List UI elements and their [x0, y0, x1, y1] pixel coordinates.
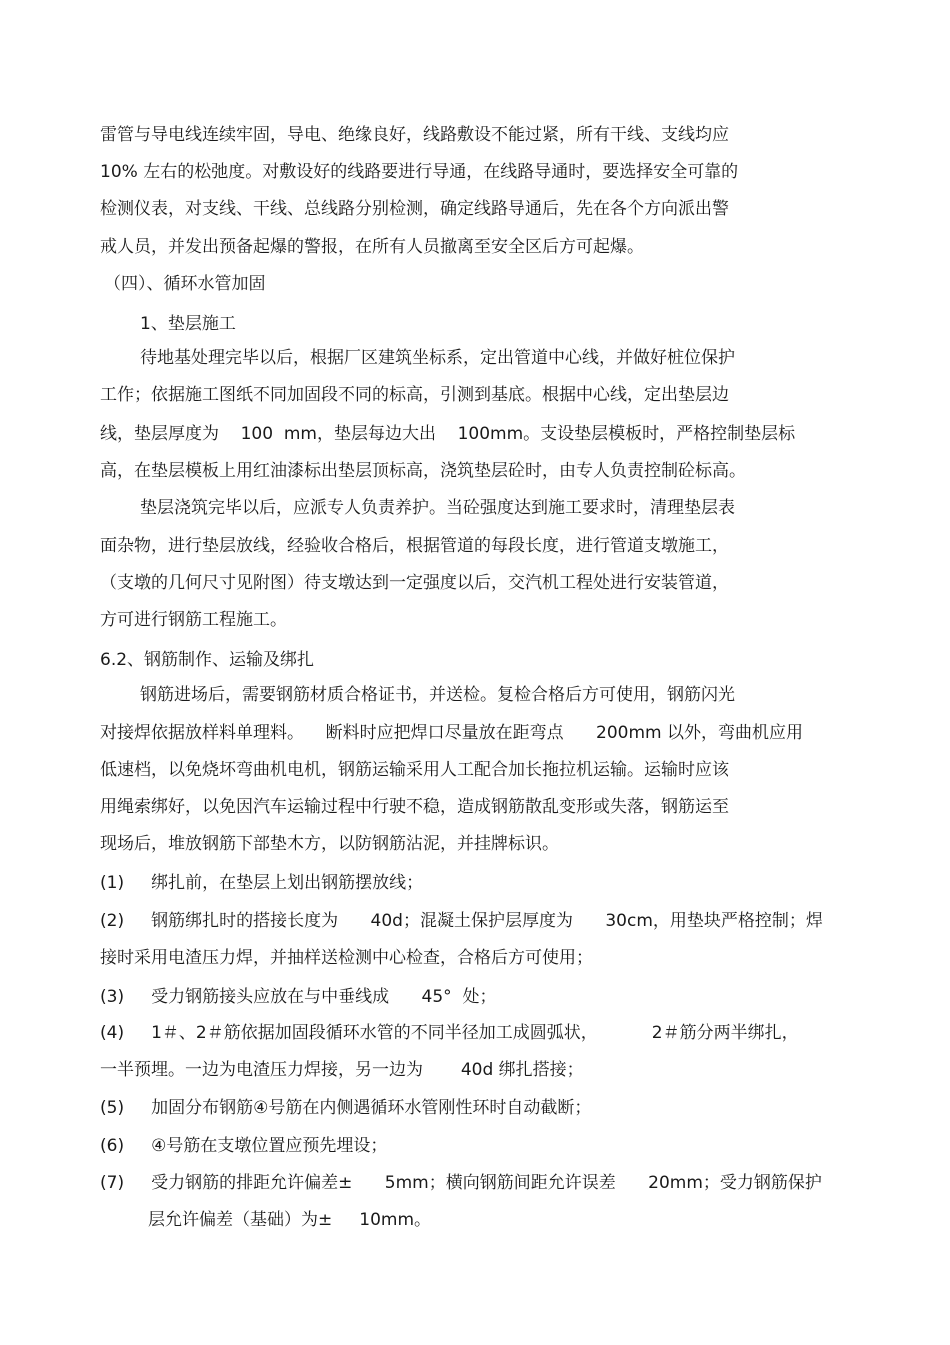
text-line: 钢筋进场后，需要钢筋材质合格证书，并送检。复检合格后方可使用，钢筋闪光	[140, 685, 735, 705]
text-line: 线，垫层厚度为 100 mm，垫层每边大出 100mm。支设垫层模板时，严格控制垫层标	[100, 424, 796, 444]
list-item: (6) ④号筋在支墩位置应预先埋设；	[100, 1136, 388, 1156]
text-line: 接时采用电渣压力焊，并抽样送检测中心检查，合格后方可使用；	[100, 948, 593, 968]
list-item: (5) 加固分布钢筋④号筋在内侧遇循环水管刚性环时自动截断；	[100, 1098, 592, 1118]
text-line: 待地基处理完毕以后，根据厂区建筑坐标系，定出管道中心线，并做好桩位保护	[140, 348, 735, 368]
text-line: 工作；依据施工图纸不同加固段不同的标高，引测到基底。根据中心线，定出垫层边	[100, 385, 729, 405]
text-line: 高，在垫层模板上用红油漆标出垫层顶标高，浇筑垫层砼时，由专人负责控制砼标高。	[100, 461, 746, 481]
section-heading: （四）、循环水管加固	[104, 274, 266, 294]
list-item: (2) 钢筋绑扎时的搭接长度为 40d；混凝土保护层厚度为 30cm，用垫块严格控制；焊	[100, 911, 823, 931]
text-line: 层允许偏差（基础）为± 10mm。	[148, 1210, 432, 1230]
text-line: 检测仪表，对支线、干线、总线路分别检测，确定线路导通后，先在各个方向派出警	[100, 199, 729, 219]
subsection-heading: 1、垫层施工	[140, 314, 236, 334]
text-line: 对接焊依据放样料单理料。 断料时应把焊口尽量放在距弯点 200mm 以外，弯曲机应用	[100, 723, 804, 743]
section-heading: 6.2、钢筋制作、运输及绑扎	[100, 650, 315, 670]
text-line: （支墩的几何尺寸见附图）待支墩达到一定强度以后，交汽机工程处进行安装管道，	[100, 573, 729, 593]
text-line: 10% 左右的松弛度。对敷设好的线路要进行导通，在线路导通时，要选择安全可靠的	[100, 162, 739, 182]
text-line: 方可进行钢筋工程施工。	[100, 610, 287, 630]
text-line: 垫层浇筑完毕以后，应派专人负责养护。当砼强度达到施工要求时，清理垫层表	[140, 498, 735, 518]
text-line: 戒人员，并发出预备起爆的警报，在所有人员撤离至安全区后方可起爆。	[100, 237, 644, 257]
text-line: 一半预埋。一边为电渣压力焊接，另一边为 40d 绑扎搭接；	[100, 1060, 584, 1080]
text-line: 用绳索绑好，以免因汽车运输过程中行驶不稳，造成钢筋散乱变形或失落，钢筋运至	[100, 797, 729, 817]
list-item: (3) 受力钢筋接头应放在与中垂线成 45° 处；	[100, 987, 497, 1007]
text-line: 面杂物，进行垫层放线，经验收合格后，根据管道的每段长度，进行管道支墩施工，	[100, 536, 729, 556]
text-line: 现场后，堆放钢筋下部垫木方，以防钢筋沾泥，并挂牌标识。	[100, 834, 559, 854]
list-item: (1) 绑扎前，在垫层上划出钢筋摆放线；	[100, 873, 424, 893]
list-item: (7) 受力钢筋的排距允许偏差± 5mm；横向钢筋间距允许误差 20mm；受力钢筋保护	[100, 1173, 822, 1193]
text-line: 低速档，以免烧坏弯曲机电机，钢筋运输采用人工配合加长拖拉机运输。运输时应该	[100, 760, 729, 780]
list-item: (4) 1＃、2＃筋依据加固段循环水管的不同半径加工成圆弧状， 2＃筋分两半绑扎，	[100, 1023, 799, 1043]
text-line: 雷管与导电线连续牢固，导电、绝缘良好，线路敷设不能过紧，所有干线、支线均应	[100, 125, 729, 145]
